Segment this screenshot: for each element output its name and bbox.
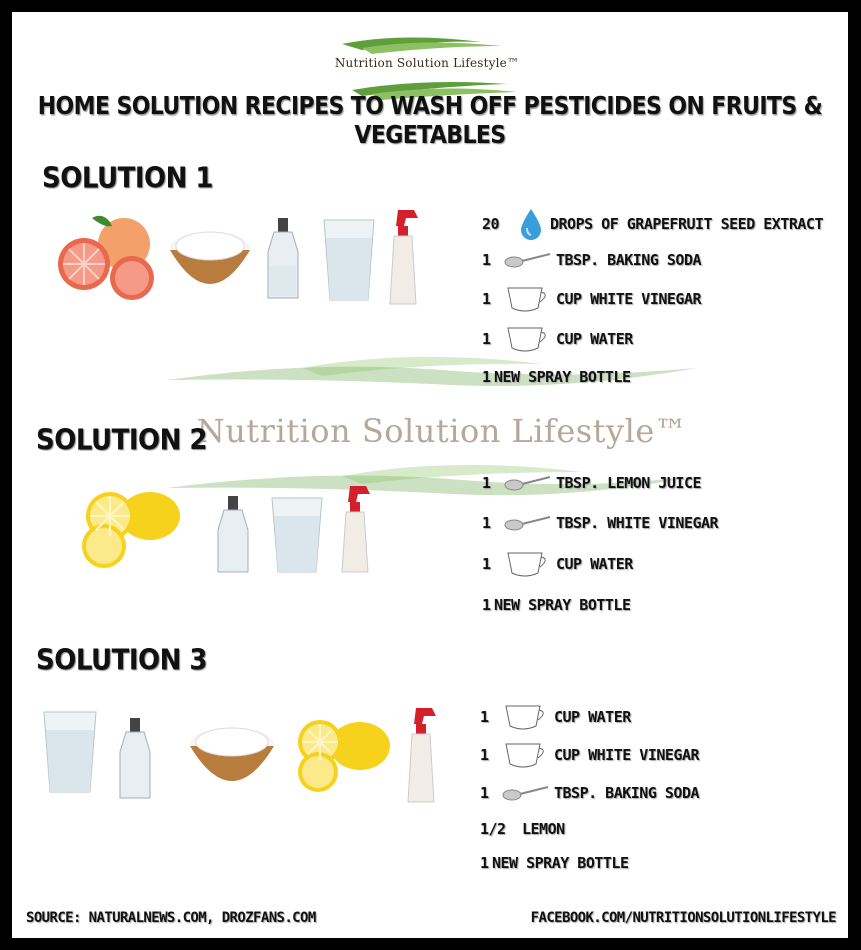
ingredient-row — [482, 590, 718, 620]
logo-text: Nutrition Solution Lifestyle™ — [334, 56, 520, 70]
ingredient-row — [480, 848, 699, 878]
infographic-frame — [12, 12, 848, 938]
solution-2-ingredients-picture — [76, 482, 376, 582]
cup-icon — [502, 740, 550, 770]
solution-2-illustration — [76, 482, 376, 586]
ingredient-label: TBSP. WHITE VINEGAR — [556, 514, 719, 532]
grapefruit-icon — [58, 216, 154, 300]
solution-2-ingredient-list — [482, 466, 718, 620]
ingredient-qty: 1 — [482, 555, 491, 573]
ingredient-qty: 1 — [482, 474, 491, 492]
ingredient-label: TBSP. BAKING SODA — [554, 784, 700, 802]
spoon-icon — [504, 245, 552, 275]
solution-1-title: SOLUTION 1 — [42, 162, 213, 195]
baking-soda-bowl-icon — [170, 232, 250, 284]
ingredient-label: CUP WHITE VINEGAR — [556, 290, 702, 308]
solution-3-illustration — [38, 706, 438, 810]
spoon-icon — [504, 508, 552, 538]
ingredient-qty: 1 — [482, 596, 491, 614]
spoon-icon — [504, 468, 552, 498]
ingredient-row — [480, 776, 699, 810]
ingredient-qty: 1 — [482, 251, 491, 269]
baking-soda-bowl-icon — [190, 728, 274, 781]
water-glass-icon — [324, 220, 374, 300]
water-drop-icon — [516, 209, 546, 239]
vinegar-bottle-icon — [218, 496, 248, 572]
ingredient-row — [482, 504, 718, 542]
ingredient-qty: 20 — [482, 215, 500, 233]
cup-icon — [504, 284, 552, 314]
solution-1-ingredient-list — [482, 210, 823, 392]
ingredient-qty: 1 — [480, 854, 489, 872]
ingredient-label: NEW SPRAY BOTTLE — [494, 368, 631, 386]
ingredient-qty: 1 — [482, 514, 491, 532]
spray-bottle-icon — [342, 486, 370, 572]
spoon-icon — [502, 778, 550, 808]
spray-bottle-icon — [390, 210, 418, 304]
ingredient-row — [482, 320, 823, 358]
vinegar-bottle-icon — [268, 218, 298, 298]
ingredient-row — [482, 544, 718, 584]
cup-icon — [502, 702, 550, 732]
spray-bottle-icon — [408, 708, 436, 802]
ingredient-label: CUP WATER — [554, 708, 631, 726]
footer-facebook-link[interactable]: FACEBOOK.COM/NUTRITIONSOLUTIONLIFESTYLE — [530, 910, 836, 926]
watermark-text: Nutrition Solution Lifestyle™ — [196, 412, 688, 450]
ingredient-row — [482, 362, 823, 392]
ingredient-qty: 1 — [480, 708, 489, 726]
ingredient-row — [482, 242, 823, 278]
ingredient-label: NEW SPRAY BOTTLE — [492, 854, 629, 872]
ingredient-row — [480, 738, 699, 772]
lemon-icon — [298, 720, 390, 792]
ingredient-qty: 1 — [482, 290, 491, 308]
solution-3-ingredient-list — [480, 700, 699, 878]
ingredient-qty: 1 — [480, 784, 489, 802]
ingredient-label: CUP WATER — [556, 330, 633, 348]
ingredient-row — [480, 814, 699, 844]
ingredient-label: CUP WATER — [556, 555, 633, 573]
ingredient-row — [482, 280, 823, 318]
water-glass-icon — [44, 712, 96, 792]
ingredient-label: TBSP. BAKING SODA — [556, 251, 702, 269]
solution-3-title: SOLUTION 3 — [36, 644, 207, 677]
ingredient-row — [482, 466, 718, 500]
solution-3-ingredients-picture — [38, 706, 438, 806]
ingredient-qty: 1 — [482, 368, 491, 386]
lemon-icon — [82, 492, 180, 568]
ingredient-label: CUP WHITE VINEGAR — [554, 746, 700, 764]
ingredient-label: LEMON — [522, 820, 565, 838]
ingredient-row — [480, 700, 699, 734]
solution-1-ingredients-picture — [52, 208, 422, 308]
cup-icon — [504, 324, 552, 354]
ingredient-row — [482, 210, 823, 238]
ingredient-label: NEW SPRAY BOTTLE — [494, 596, 631, 614]
ingredient-qty: 1/2 — [480, 820, 506, 838]
solution-2-title: SOLUTION 2 — [36, 424, 207, 457]
vinegar-bottle-icon — [120, 718, 150, 798]
ingredient-qty: 1 — [480, 746, 489, 764]
ingredient-label: DROPS OF GRAPEFRUIT SEED EXTRACT — [550, 215, 823, 233]
ingredient-label: TBSP. LEMON JUICE — [556, 474, 702, 492]
cup-icon — [504, 549, 552, 579]
footer-source: SOURCE: NATURALNEWS.COM, DROZFANS.COM — [26, 910, 316, 926]
water-glass-icon — [272, 498, 322, 572]
ingredient-qty: 1 — [482, 330, 491, 348]
page-title: HOME SOLUTION RECIPES TO WASH OFF PESTICIDES ON FRUITS & VEGETABLES — [37, 92, 823, 150]
solution-1-illustration — [52, 208, 422, 312]
